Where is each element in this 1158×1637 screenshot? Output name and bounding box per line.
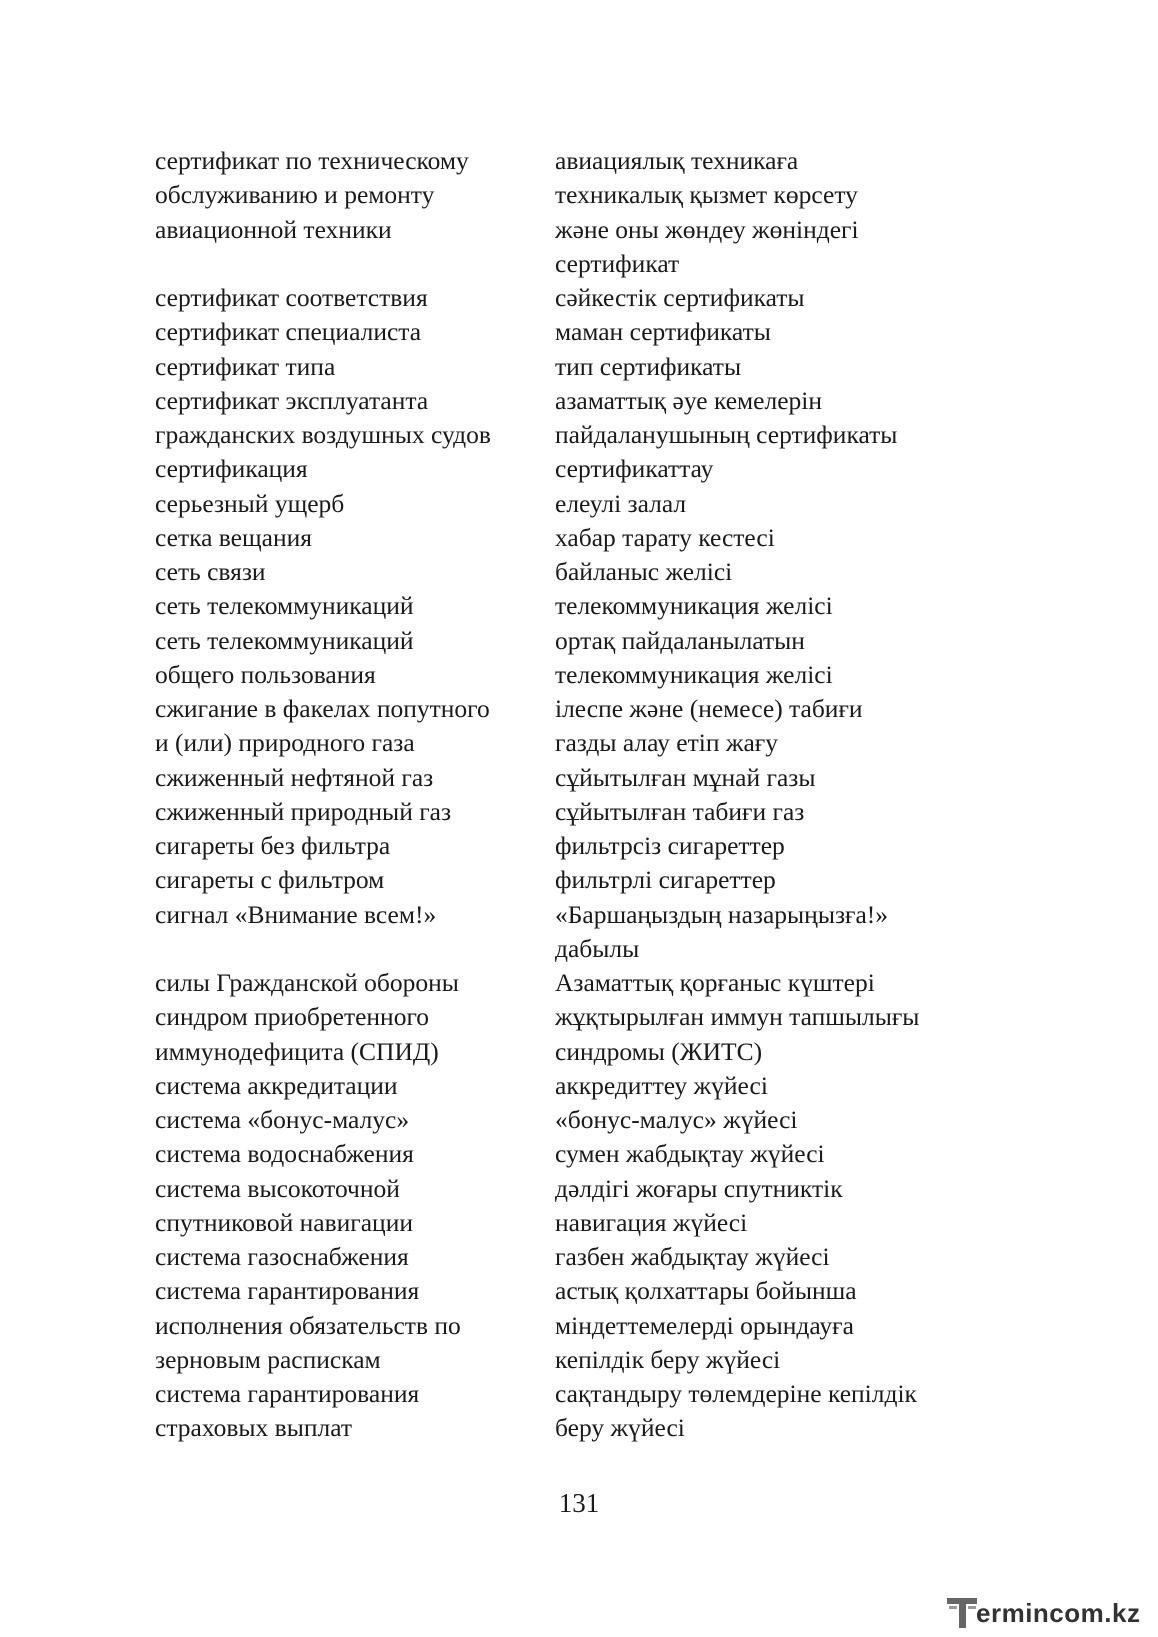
kazakh-term: сақтандыру төлемдеріне кепілдік (555, 1379, 917, 1408)
terminkom-watermark (946, 1592, 1151, 1634)
glossary-row (0, 932, 1158, 966)
glossary-row (0, 898, 1158, 932)
glossary-row (0, 1137, 1158, 1171)
russian-term: зерновым распискам (155, 1344, 381, 1374)
glossary-row (0, 315, 1158, 349)
kazakh-term: дабылы (555, 933, 640, 963)
russian-term: сеть телекоммуникаций (155, 591, 414, 621)
glossary-row (0, 829, 1158, 863)
kazakh-term: тип сертификаты (555, 351, 742, 381)
glossary-row (0, 658, 1158, 692)
russian-term: спутниковой навигации (155, 1207, 414, 1237)
glossary-row (0, 1206, 1158, 1240)
glossary-row (0, 1172, 1158, 1206)
russian-term: сертификат по техническому (155, 146, 469, 175)
glossary-row (0, 795, 1158, 829)
kazakh-term: техникалық қызмет көрсету (555, 180, 858, 210)
russian-term: система гарантирования (155, 1276, 420, 1306)
kazakh-term: аккредиттеу жүйесі (555, 1070, 768, 1100)
kazakh-term: «Баршаңыздың назарыңызға!» (555, 899, 889, 929)
kazakh-term: астық қолхаттары бойынша (555, 1276, 857, 1306)
russian-term: сертификат эксплуатанта (155, 385, 429, 415)
glossary-row (0, 1274, 1158, 1308)
russian-term: обслуживанию и ремонту (155, 180, 435, 210)
kazakh-term: сәйкестік сертификаты (555, 283, 805, 312)
russian-term: система водоснабжения (155, 1139, 414, 1169)
russian-term: система высокоточной (155, 1173, 400, 1203)
russian-term: система гарантирования (155, 1379, 420, 1408)
kazakh-term: «бонус-малус» жүйесі (555, 1105, 798, 1134)
russian-term: иммунодефицита (СПИД) (155, 1036, 439, 1066)
russian-term: сигареты без фильтра (155, 831, 391, 860)
russian-term: сертификат специалиста (155, 317, 422, 347)
kazakh-term: навигация жүйесі (555, 1207, 748, 1237)
russian-term: сигнал «Внимание всем!» (155, 899, 437, 929)
russian-term: система газоснабжения (155, 1242, 409, 1271)
glossary-row (0, 247, 1158, 281)
kazakh-term: сумен жабдықтау жүйесі (555, 1139, 825, 1169)
russian-term: сигареты с фильтром (155, 865, 385, 895)
glossary-row (0, 624, 1158, 658)
glossary-row (0, 521, 1158, 555)
kazakh-term: ортақ пайдаланылатын (555, 625, 805, 655)
kazakh-term: хабар тарату кестесі (555, 522, 775, 552)
glossary-row (0, 418, 1158, 452)
glossary-row (0, 1343, 1158, 1377)
kazakh-term: телекоммуникация желісі (555, 659, 833, 689)
glossary-row (0, 1069, 1158, 1103)
kazakh-term: сұйытылған мұнай газы (555, 762, 816, 792)
glossary-row (0, 692, 1158, 726)
kazakh-term: газбен жабдықтау жүйесі (555, 1242, 830, 1271)
kazakh-term: сертификаттау (555, 454, 714, 484)
kazakh-term: фильтрсіз сигареттер (555, 831, 785, 860)
glossary-row (0, 213, 1158, 247)
glossary-row (0, 1309, 1158, 1343)
glossary-row (0, 761, 1158, 795)
glossary-row (0, 281, 1158, 315)
russian-term: синдром приобретенного (155, 1002, 430, 1032)
kazakh-term: маман сертификаты (555, 317, 771, 347)
russian-term: серьезный ущерб (155, 488, 345, 518)
kazakh-term: синдромы (ЖИТС) (555, 1036, 763, 1066)
watermark-text-part1: ermincо (976, 1598, 1081, 1628)
kazakh-term: телекоммуникация желісі (555, 591, 833, 621)
kazakh-term: пайдаланушының сертификаты (555, 420, 898, 449)
russian-term: силы Гражданской обороны (155, 968, 459, 997)
kazakh-term: дәлдігі жоғары спутниктік (555, 1173, 843, 1203)
kazakh-term: ілеспе және (немесе) табиғи (555, 694, 863, 723)
kazakh-term: елеулі залал (555, 488, 687, 518)
glossary-row (0, 1000, 1158, 1034)
kazakh-term: азаматтық әуе кемелерін (555, 385, 822, 415)
russian-term: общего пользования (155, 659, 376, 689)
glossary-row (0, 1103, 1158, 1137)
glossary-row (0, 178, 1158, 212)
russian-term: сертификат соответствия (155, 283, 428, 312)
kazakh-term: сертификат (555, 248, 680, 278)
russian-term: сетка вещания (155, 522, 312, 552)
russian-term: гражданских воздушных судов (155, 420, 491, 449)
glossary-row (0, 1240, 1158, 1274)
russian-term: сжигание в факелах попутного (155, 694, 490, 723)
russian-term: сертификат типа (155, 351, 336, 381)
russian-term: сеть связи (155, 557, 266, 586)
kazakh-term: кепілдік беру жүйесі (555, 1344, 781, 1374)
glossary-row (0, 487, 1158, 521)
glossary-row (0, 555, 1158, 589)
glossary-row (0, 350, 1158, 384)
kazakh-term: жұқтырылған иммун тапшылығы (555, 1002, 920, 1032)
watermark-text-part2: m.kz (1080, 1598, 1141, 1628)
glossary-row (0, 1377, 1158, 1411)
kazakh-term: байланыс желісі (555, 557, 733, 586)
glossary-row (0, 1411, 1158, 1445)
kazakh-term: сұйытылған табиғи газ (555, 796, 805, 826)
kazakh-term: беру жүйесі (555, 1413, 685, 1443)
russian-term: сжиженный природный газ (155, 796, 452, 826)
kazakh-term: авиациялық техникаға (555, 146, 799, 175)
glossary-row (0, 452, 1158, 486)
glossary-row (0, 726, 1158, 760)
kazakh-term: міндеттемелерді орындауға (555, 1310, 854, 1340)
glossary-row (0, 1035, 1158, 1069)
kazakh-term: және оны жөндеу жөніндегі (555, 214, 859, 244)
glossary-row (0, 589, 1158, 623)
glossary-row (0, 144, 1158, 178)
russian-term: страховых выплат (155, 1413, 353, 1443)
russian-term: система «бонус-малус» (155, 1105, 410, 1134)
russian-term: сжиженный нефтяной газ (155, 762, 434, 792)
page-number: 131 (558, 1488, 600, 1518)
glossary-row (0, 863, 1158, 897)
glossary-row (0, 966, 1158, 1000)
russian-term: исполнения обязательств по (155, 1310, 461, 1340)
russian-term: и (или) природного газа (155, 728, 415, 758)
russian-term: система аккредитации (155, 1070, 398, 1100)
russian-term: авиационной техники (155, 214, 392, 244)
kazakh-term: Азаматтық қорғаныс күштері (555, 968, 875, 997)
glossary-row (0, 384, 1158, 418)
kazakh-term: газды алау етіп жағу (555, 728, 779, 758)
russian-term: сертификация (155, 454, 308, 484)
kazakh-term: фильтрлі сигареттер (555, 865, 776, 895)
russian-term: сеть телекоммуникаций (155, 625, 414, 655)
